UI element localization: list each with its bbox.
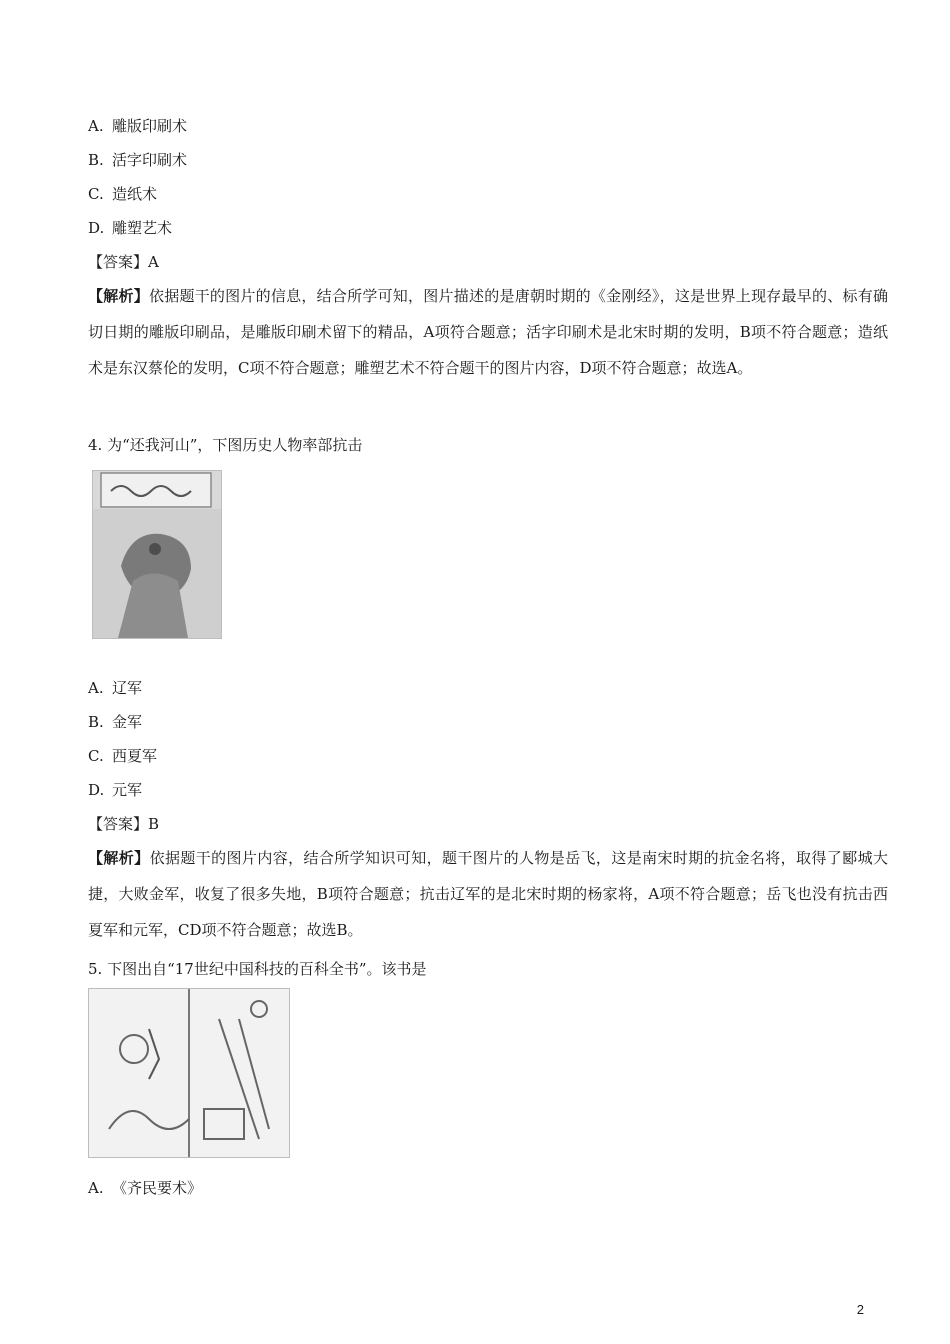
option-text: 金军 bbox=[112, 713, 143, 731]
question-text: 为“还我河山”，下图历史人物率部抗击 bbox=[107, 436, 363, 454]
page-number: 2 bbox=[856, 1302, 864, 1317]
q4-analysis bbox=[88, 840, 888, 948]
option-text: 造纸术 bbox=[112, 185, 158, 203]
q3-answer bbox=[88, 252, 159, 272]
analysis-text: 依据题干的图片内容，结合所学知识可知，题干图片的人物是岳飞，这是南宋时期的抗金名将，取得了郾城大捷，大败金军，收复了很多失地，B项符合题意；抗击辽军的是北宋时期的杨家将，A项不符合题意；岳飞也没有抗击西夏军和元军，CD项不符合题意；故选B。 bbox=[88, 849, 888, 939]
option-text: 元军 bbox=[112, 781, 143, 799]
option-key: B. bbox=[88, 151, 104, 169]
option-text: 活字印刷术 bbox=[112, 151, 188, 169]
option-key: D. bbox=[88, 781, 105, 799]
analysis-label: 【解析】 bbox=[88, 849, 150, 867]
option-key: C. bbox=[88, 747, 104, 765]
q3-option-d bbox=[88, 218, 172, 238]
q5-stem bbox=[88, 959, 427, 979]
option-key: C. bbox=[88, 185, 104, 203]
answer-label: 【答案】 bbox=[88, 815, 149, 833]
analysis-text: 依据题干的图片的信息，结合所学可知，图片描述的是唐朝时期的《金刚经》，这是世界上现存最早的、标有确切日期的雕版印刷品，是雕版印刷术留下的精品，A项符合题意；活字印刷术是北宋时期的发明，B项不符合题意；造纸术是东汉蔡伦的发明，C项不符合题意；雕塑艺术不符合题干的图片内容，D项不符合题意；故选A。 bbox=[88, 287, 888, 377]
q3-option-c bbox=[88, 184, 157, 204]
q5-option-a bbox=[88, 1178, 202, 1198]
option-key: A. bbox=[88, 1179, 104, 1197]
q4-option-c bbox=[88, 746, 157, 766]
option-key: B. bbox=[88, 713, 104, 731]
yue-fei-portrait-image bbox=[92, 470, 222, 639]
answer-label: 【答案】 bbox=[88, 253, 149, 271]
question-number: 4. bbox=[88, 436, 103, 454]
question-number: 5. bbox=[88, 960, 103, 978]
q3-option-b bbox=[88, 150, 187, 170]
q3-analysis bbox=[88, 278, 888, 386]
question-text: 下图出自“17世纪中国科技的百科全书”。该书是 bbox=[107, 960, 427, 978]
analysis-label: 【解析】 bbox=[88, 287, 149, 305]
option-text: 雕版印刷术 bbox=[112, 117, 188, 135]
option-key: A. bbox=[88, 117, 104, 135]
option-text: 辽军 bbox=[112, 679, 143, 697]
option-text: 雕塑艺术 bbox=[112, 219, 173, 237]
q4-stem bbox=[88, 435, 362, 455]
q4-option-a bbox=[88, 678, 142, 698]
q4-option-b bbox=[88, 712, 142, 732]
answer-value: B bbox=[148, 815, 160, 833]
option-key: A. bbox=[88, 679, 104, 697]
option-text: 《齐民要术》 bbox=[112, 1179, 203, 1197]
option-text: 西夏军 bbox=[112, 747, 158, 765]
answer-value: A bbox=[148, 253, 159, 271]
q3-option-a bbox=[88, 116, 187, 136]
option-key: D. bbox=[88, 219, 105, 237]
q4-answer bbox=[88, 814, 159, 834]
q4-option-d bbox=[88, 780, 142, 800]
tiangong-kaiwu-illustration-image bbox=[88, 988, 290, 1158]
